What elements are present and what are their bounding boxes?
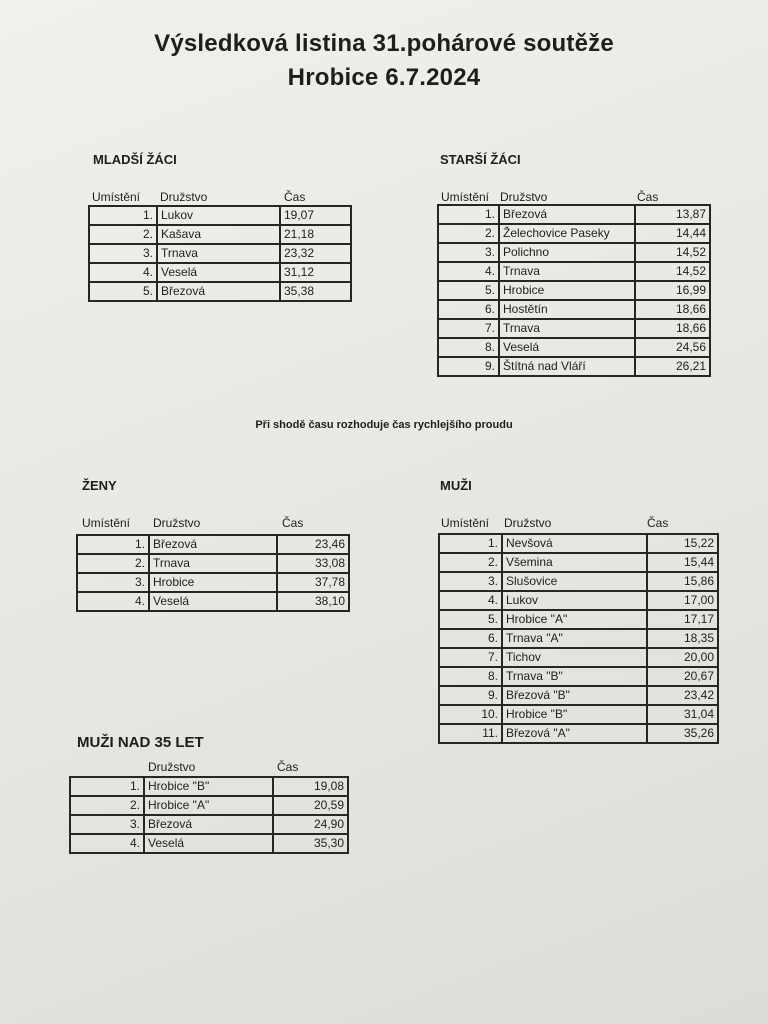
time-cell: 23,32	[280, 244, 351, 263]
time-cell: 16,99	[635, 281, 710, 300]
time-cell: 18,66	[635, 300, 710, 319]
muzi-table	[438, 533, 719, 744]
table-row	[438, 357, 710, 376]
page-subtitle: Hrobice 6.7.2024	[287, 64, 481, 91]
time-cell: 37,78	[277, 573, 349, 592]
team-cell: Hrobice "B"	[502, 705, 647, 724]
table-row	[89, 225, 351, 244]
rank-cell: 4.	[438, 262, 499, 281]
team-cell: Lukov	[157, 206, 280, 225]
zeny-col-time: Čas	[282, 516, 304, 530]
team-cell: Trnava "A"	[502, 629, 647, 648]
rank-cell: 10.	[439, 705, 502, 724]
time-cell: 33,08	[277, 554, 349, 573]
table-row	[438, 300, 710, 319]
muzi-heading: MUŽI	[440, 478, 472, 493]
team-cell: Veselá	[149, 592, 277, 611]
team-cell: Březová	[499, 205, 635, 224]
time-cell: 20,59	[273, 796, 348, 815]
table-row	[439, 667, 718, 686]
rank-cell: 1.	[439, 534, 502, 553]
team-cell: Kašava	[157, 225, 280, 244]
starsi-table	[437, 204, 711, 377]
table-row	[438, 281, 710, 300]
team-cell: Trnava	[499, 262, 635, 281]
time-cell: 21,18	[280, 225, 351, 244]
table-row	[439, 705, 718, 724]
table-row	[438, 205, 710, 224]
rank-cell: 3.	[70, 815, 144, 834]
starsi-col-team: Družstvo	[500, 190, 548, 204]
team-cell: Trnava "B"	[502, 667, 647, 686]
rank-cell: 5.	[439, 610, 502, 629]
team-cell: Tichov	[502, 648, 647, 667]
table-row	[77, 592, 349, 611]
team-cell: Březová	[157, 282, 280, 301]
table-row	[439, 610, 718, 629]
time-cell: 13,87	[635, 205, 710, 224]
zeny-col-rank: Umístění	[82, 516, 131, 530]
rank-cell: 4.	[439, 591, 502, 610]
time-cell: 23,46	[277, 535, 349, 554]
table-row	[89, 206, 351, 225]
rank-cell: 3.	[439, 572, 502, 591]
zeny-heading: ŽENY	[82, 478, 117, 493]
team-cell: Želechovice Paseky	[499, 224, 635, 243]
table-row	[439, 629, 718, 648]
team-cell: Hrobice "B"	[144, 777, 273, 796]
muzi-col-team: Družstvo	[504, 516, 552, 530]
table-row	[89, 282, 351, 301]
time-cell: 20,00	[647, 648, 718, 667]
rank-cell: 9.	[439, 686, 502, 705]
table-row	[70, 834, 348, 853]
starsi-col-rank: Umístění	[441, 190, 490, 204]
rank-cell: 6.	[438, 300, 499, 319]
time-cell: 31,12	[280, 263, 351, 282]
starsi-col-time: Čas	[637, 190, 659, 204]
time-cell: 14,52	[635, 243, 710, 262]
team-cell: Veselá	[157, 263, 280, 282]
team-cell: Hrobice "A"	[144, 796, 273, 815]
rank-cell: 4.	[77, 592, 149, 611]
team-cell: Trnava	[149, 554, 277, 573]
rank-cell: 1.	[77, 535, 149, 554]
time-cell: 17,17	[647, 610, 718, 629]
table-row	[77, 554, 349, 573]
team-cell: Trnava	[499, 319, 635, 338]
time-cell: 14,52	[635, 262, 710, 281]
rank-cell: 5.	[89, 282, 157, 301]
team-cell: Slušovice	[502, 572, 647, 591]
time-cell: 24,56	[635, 338, 710, 357]
time-cell: 35,30	[273, 834, 348, 853]
team-cell: Březová "A"	[502, 724, 647, 743]
time-cell: 17,00	[647, 591, 718, 610]
table-row	[439, 724, 718, 743]
time-cell: 18,66	[635, 319, 710, 338]
zeny-col-team: Družstvo	[153, 516, 201, 530]
time-cell: 26,21	[635, 357, 710, 376]
page-title: Výsledková listina 31.pohárové soutěže	[154, 30, 614, 57]
table-row	[77, 573, 349, 592]
rank-cell: 1.	[89, 206, 157, 225]
time-cell: 38,10	[277, 592, 349, 611]
time-cell: 24,90	[273, 815, 348, 834]
rank-cell: 8.	[438, 338, 499, 357]
muzi35-col-time: Čas	[277, 760, 299, 774]
rank-cell: 4.	[70, 834, 144, 853]
team-cell: Lukov	[502, 591, 647, 610]
mladsi-heading: MLADŠÍ ŽÁCI	[93, 152, 177, 167]
rank-cell: 2.	[77, 554, 149, 573]
team-cell: Veselá	[144, 834, 273, 853]
table-row	[439, 553, 718, 572]
muzi35-table	[69, 776, 349, 854]
time-cell: 23,42	[647, 686, 718, 705]
team-cell: Nevšová	[502, 534, 647, 553]
table-row	[439, 534, 718, 553]
rank-cell: 9.	[438, 357, 499, 376]
time-cell: 19,08	[273, 777, 348, 796]
rank-cell: 1.	[438, 205, 499, 224]
rank-cell: 3.	[77, 573, 149, 592]
zeny-table	[76, 534, 350, 612]
table-row	[438, 319, 710, 338]
table-row	[77, 535, 349, 554]
team-cell: Trnava	[157, 244, 280, 263]
time-cell: 20,67	[647, 667, 718, 686]
rank-cell: 7.	[439, 648, 502, 667]
rank-cell: 6.	[439, 629, 502, 648]
time-cell: 15,44	[647, 553, 718, 572]
table-row	[438, 224, 710, 243]
team-cell: Štítná nad Vláří	[499, 357, 635, 376]
muzi-col-time: Čas	[647, 516, 669, 530]
time-cell: 15,86	[647, 572, 718, 591]
team-cell: Hrobice "A"	[502, 610, 647, 629]
team-cell: Polichno	[499, 243, 635, 262]
table-row	[438, 262, 710, 281]
rank-cell: 3.	[89, 244, 157, 263]
time-cell: 14,44	[635, 224, 710, 243]
rank-cell: 3.	[438, 243, 499, 262]
team-cell: Březová	[144, 815, 273, 834]
table-row	[439, 686, 718, 705]
rank-cell: 4.	[89, 263, 157, 282]
time-cell: 19,07	[280, 206, 351, 225]
time-cell: 35,26	[647, 724, 718, 743]
table-row	[89, 244, 351, 263]
team-cell: Březová	[149, 535, 277, 554]
table-row	[438, 338, 710, 357]
rank-cell: 2.	[438, 224, 499, 243]
time-cell: 18,35	[647, 629, 718, 648]
rank-cell: 11.	[439, 724, 502, 743]
table-row	[439, 591, 718, 610]
mladsi-table	[88, 205, 352, 302]
rank-cell: 2.	[70, 796, 144, 815]
table-row	[89, 263, 351, 282]
table-row	[439, 648, 718, 667]
time-cell: 35,38	[280, 282, 351, 301]
mladsi-col-team: Družstvo	[160, 190, 208, 204]
table-row	[438, 243, 710, 262]
tie-rule-note: Při shodě času rozhoduje čas rychlejšího proudu	[255, 419, 513, 431]
table-row	[70, 815, 348, 834]
rank-cell: 7.	[438, 319, 499, 338]
mladsi-col-rank: Umístění	[92, 190, 141, 204]
team-cell: Všemina	[502, 553, 647, 572]
muzi35-heading: MUŽI NAD 35 LET	[77, 734, 204, 751]
team-cell: Hrobice	[149, 573, 277, 592]
rank-cell: 2.	[439, 553, 502, 572]
table-row	[439, 572, 718, 591]
mladsi-col-time: Čas	[284, 190, 306, 204]
team-cell: Březová "B"	[502, 686, 647, 705]
starsi-heading: STARŠÍ ŽÁCI	[440, 152, 521, 167]
table-row	[70, 796, 348, 815]
table-row	[70, 777, 348, 796]
muzi-col-rank: Umístění	[441, 516, 490, 530]
team-cell: Hrobice	[499, 281, 635, 300]
time-cell: 31,04	[647, 705, 718, 724]
rank-cell: 2.	[89, 225, 157, 244]
rank-cell: 8.	[439, 667, 502, 686]
time-cell: 15,22	[647, 534, 718, 553]
team-cell: Hostětín	[499, 300, 635, 319]
rank-cell: 1.	[70, 777, 144, 796]
team-cell: Veselá	[499, 338, 635, 357]
rank-cell: 5.	[438, 281, 499, 300]
muzi35-col-team: Družstvo	[148, 760, 196, 774]
